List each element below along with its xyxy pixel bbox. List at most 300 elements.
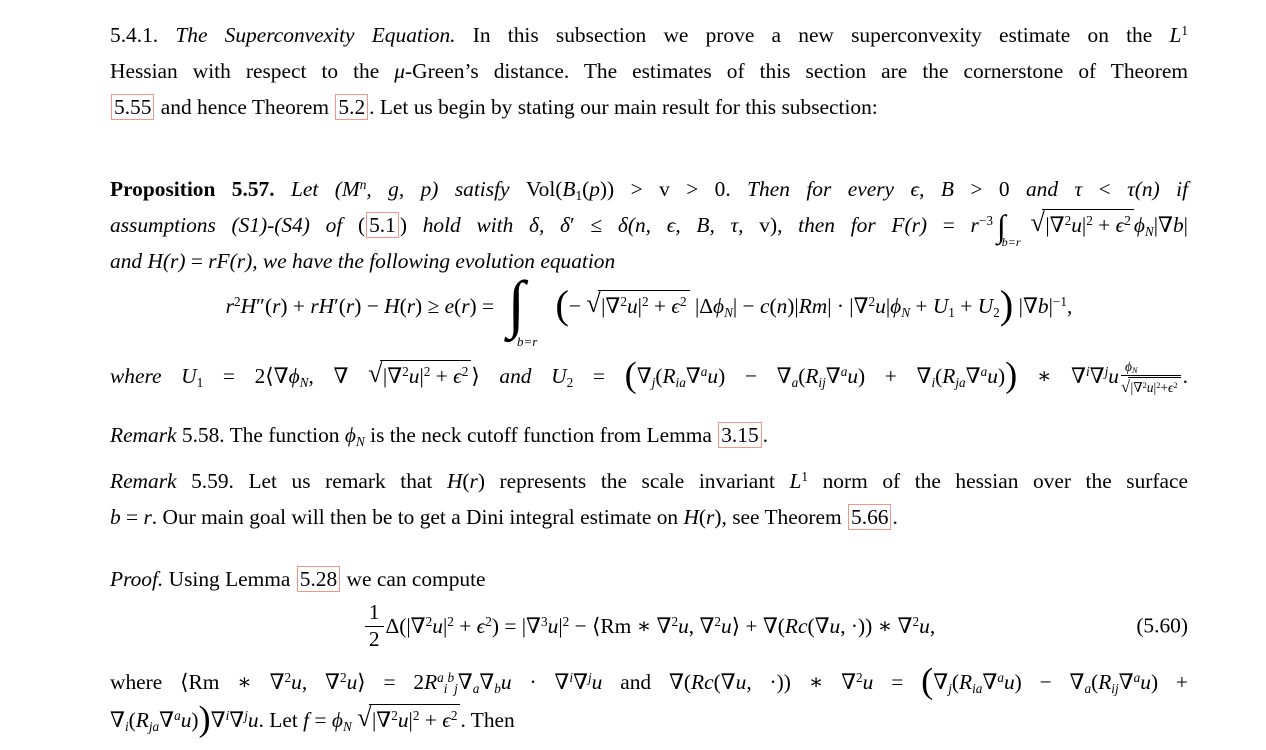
integral-lower-limit: b=r <box>516 333 538 349</box>
text-run: Δ(|∇ <box>385 614 426 638</box>
text-run: R <box>805 364 819 388</box>
text-run: ia <box>675 374 686 390</box>
text-run: 2 <box>412 708 420 724</box>
text-run: , <box>929 614 936 638</box>
text-run: 1 <box>1181 23 1188 39</box>
text-run: Proof. <box>110 567 164 591</box>
text-run: u <box>626 294 638 318</box>
text-run: u <box>1140 670 1151 694</box>
text-run: τ <box>1074 177 1099 201</box>
text-run: . Let <box>258 708 304 732</box>
text-run: ) <box>714 505 722 529</box>
text-run: N <box>724 304 733 320</box>
text-line <box>110 417 1188 453</box>
text-line <box>110 89 1188 125</box>
text-run: , <box>1067 294 1073 318</box>
text-run: 2 <box>450 708 458 724</box>
text-run: = <box>120 505 144 529</box>
text-line <box>110 499 1188 535</box>
text-line <box>110 263 1188 349</box>
text-run: ) − ∇ <box>718 364 792 388</box>
text-run: 2 <box>284 670 292 686</box>
text-run: , ∇ <box>301 670 340 694</box>
text-run: rH <box>310 294 335 318</box>
text-run: r <box>143 505 152 529</box>
text-run: Using Lemma <box>163 567 296 591</box>
text-run: | <box>1048 294 1053 318</box>
text-run: ϕ <box>712 294 725 318</box>
text-run: a <box>472 680 480 696</box>
rm-expansion-paragraph <box>110 660 1188 739</box>
fraction <box>1121 359 1181 396</box>
radical-sign-icon: √ <box>586 289 601 319</box>
text-run: ∇ <box>1118 670 1134 694</box>
text-run: ∇ <box>229 708 245 732</box>
text-run: ) − <box>354 294 385 318</box>
text-run: -Green’s distance. The estimates of this section are the cornerstone of Theorem <box>405 59 1188 83</box>
text-run: and <box>110 249 148 273</box>
text-run: . <box>1182 364 1188 388</box>
text-run: H <box>384 294 400 318</box>
text-run: Rc <box>691 670 714 694</box>
text-run: ( <box>264 294 273 318</box>
radicand <box>1042 209 1133 237</box>
text-run: + <box>954 294 978 318</box>
text-run: ja <box>955 374 966 390</box>
text-run: | <box>558 614 563 638</box>
text-run: and <box>1025 177 1075 201</box>
text-run: ( <box>935 364 943 388</box>
text-run: |∇ <box>382 364 403 388</box>
text-run: Let us remark that <box>233 469 447 493</box>
text-run: u <box>1071 213 1082 237</box>
text-run: ( <box>655 364 663 388</box>
text-run: 1 <box>575 187 583 203</box>
text-run: if <box>1176 177 1189 201</box>
text-run: 2 <box>423 364 431 380</box>
text-run: satisfy <box>454 177 526 201</box>
text-run: (∇ <box>713 670 736 694</box>
text-run: R <box>135 708 149 732</box>
text-run: 2 <box>391 708 398 724</box>
text-run: , ·)) ∗ ∇ <box>840 614 913 638</box>
text-run: ∇ <box>573 670 588 694</box>
text-run: u <box>721 614 732 638</box>
text-run: r <box>272 294 281 318</box>
text-run: )| <box>787 294 799 318</box>
text-run: B <box>562 177 576 201</box>
text-run: Hessian with respect to the <box>110 59 395 83</box>
text-run: |∇ <box>601 294 621 318</box>
integral-lower-limit: b=r <box>1001 234 1021 249</box>
sqrt-expression <box>586 289 689 319</box>
text-run: ) = <box>469 294 500 318</box>
text-run: u <box>247 708 259 732</box>
text-run: 3 <box>541 614 548 630</box>
text-run: ) + <box>280 294 311 318</box>
text-run: ( <box>798 364 806 388</box>
sqrt-expression <box>1030 208 1134 238</box>
text-run: hold with <box>422 213 530 237</box>
text-run: δ, δ <box>529 213 570 237</box>
fraction-numerator <box>365 601 384 627</box>
text-run: −1 <box>1052 294 1067 310</box>
text-run: , ∇ <box>688 614 715 638</box>
text-run: | <box>419 364 424 388</box>
text-run: a <box>700 364 708 380</box>
radical-sign-icon: √ <box>1030 208 1045 238</box>
text-run: . Then <box>460 708 515 732</box>
text-line <box>110 660 1188 701</box>
text-run: , g, p <box>366 177 432 201</box>
text-run: = <box>873 670 922 694</box>
text-run: ∇ <box>457 670 473 694</box>
text-run: = <box>573 364 625 388</box>
ref-lemma-3-15[interactable]: 3.15 <box>718 422 761 448</box>
equation-5-60 <box>110 597 1188 655</box>
text-run: R <box>1098 670 1112 694</box>
text-run: ja <box>148 718 160 734</box>
text-run: |∇ <box>1045 213 1065 237</box>
text-run: ϵ <box>453 364 462 388</box>
text-run: ) <box>997 364 1006 388</box>
text-run: ∇ <box>159 708 175 732</box>
text-run: b <box>494 680 501 696</box>
text-run: c <box>759 294 770 318</box>
text-run: | − <box>732 294 760 318</box>
text-run: 2 <box>1173 380 1178 390</box>
text-run: r <box>469 469 478 493</box>
text-run: then for <box>798 213 892 237</box>
text-run: 2 <box>368 626 380 651</box>
text-line <box>110 207 1188 249</box>
ref-section-5-1[interactable]: 5.1 <box>366 212 399 238</box>
text-run: 2 <box>562 614 570 630</box>
fraction-denominator <box>1121 376 1181 396</box>
text-run: ϵ <box>1115 213 1125 237</box>
text-run: u <box>987 364 998 388</box>
text-run: ϕ <box>344 423 356 447</box>
text-run: ( <box>399 294 407 318</box>
text-run: 2 <box>461 364 469 380</box>
text-run: ϵ <box>476 614 486 638</box>
text-run: u <box>500 670 512 694</box>
text-run: u <box>1108 364 1119 388</box>
text-run: ϕ <box>1124 358 1132 374</box>
text-run: 2 <box>1142 380 1147 390</box>
text-run: u <box>432 614 443 638</box>
text-run: . <box>762 423 769 447</box>
text-run: 1 <box>196 374 204 390</box>
text-run: a <box>997 670 1004 686</box>
text-run: a <box>840 364 848 380</box>
text-run: τ(n) <box>1127 177 1177 201</box>
fraction-denominator <box>365 627 384 652</box>
text-run: ϵ, B <box>910 177 971 201</box>
text-run: ′ <box>570 213 575 237</box>
text-run: |∇ <box>1130 379 1143 395</box>
subsection-intro-paragraph <box>110 17 1188 125</box>
text-run: 2 <box>1064 213 1072 229</box>
text-run: a <box>437 670 444 686</box>
text-run: ∇ <box>479 670 495 694</box>
text-run: ) + <box>1150 670 1188 694</box>
text-run: ⟩ + ∇( <box>731 614 785 638</box>
text-run: ϵ <box>442 708 451 732</box>
text-run: ) ≥ <box>415 294 445 318</box>
text-run: u <box>829 614 841 638</box>
text-run: 1 <box>801 469 809 485</box>
text-run: = 2⟨∇ <box>203 364 289 388</box>
text-run: 2 <box>566 374 574 390</box>
text-run: ( <box>454 294 462 318</box>
text-run: ′ <box>334 294 339 318</box>
radical-sign-icon: √ <box>1120 376 1131 396</box>
text-run: U <box>977 294 994 318</box>
text-run: R <box>424 670 438 694</box>
text-run: r <box>970 213 979 237</box>
text-run: ⟩ <box>471 364 500 388</box>
text-run: b <box>110 505 121 529</box>
remark-5-59 <box>110 463 1188 535</box>
radicand <box>369 704 460 732</box>
text-run: | <box>1183 213 1188 237</box>
text-run: u <box>346 670 358 694</box>
text-run: 5.59. <box>191 469 234 493</box>
text-run: Rc <box>784 614 808 638</box>
text-run: μ <box>394 59 406 83</box>
text-run: ( <box>921 660 934 701</box>
text-run: j <box>1104 364 1109 380</box>
text-run: . Our main goal will then be to get a Dini integral estimate on <box>151 505 684 529</box>
text-run: ) <box>198 698 211 739</box>
sqrt-expression <box>1120 376 1181 396</box>
text-run: < <box>1098 177 1128 201</box>
text-run: + <box>1160 379 1169 395</box>
where-u1-u2-line <box>110 349 1188 403</box>
text-line <box>110 53 1188 89</box>
text-run: ∇ <box>636 364 652 388</box>
fraction-numerator <box>1121 359 1181 376</box>
text-run: (M <box>334 177 360 201</box>
text-run: | <box>885 294 891 318</box>
text-run: norm of the hessian over the surface <box>808 469 1189 493</box>
text-run: ) = |∇ <box>491 614 541 638</box>
text-run: r <box>225 294 234 318</box>
text-run: R <box>942 364 956 388</box>
text-run: p <box>589 177 600 201</box>
text-run: ) + ∇ <box>858 364 932 388</box>
text-line <box>110 561 1188 597</box>
text-run: u <box>1003 670 1015 694</box>
text-run: 1 <box>948 304 955 320</box>
text-run: i <box>124 718 129 734</box>
text-run: N <box>299 374 309 390</box>
text-run: a <box>174 708 181 724</box>
ref-theorem-5-55[interactable]: 5.55 <box>111 94 154 120</box>
text-run: Rm <box>798 294 828 318</box>
ref-theorem-5-66[interactable]: 5.66 <box>848 504 891 530</box>
text-run: ∇ <box>685 364 701 388</box>
text-run: b <box>447 670 455 686</box>
text-run: r <box>345 294 355 318</box>
text-run: 2 <box>856 670 863 686</box>
text-run: ( <box>128 708 136 732</box>
text-run: |∇ <box>1153 213 1173 237</box>
text-run: r <box>406 294 416 318</box>
text-run: ∇ <box>1089 364 1105 388</box>
text-run: ) <box>191 708 199 732</box>
text-run: δ(n, ϵ, B, τ, <box>617 213 760 237</box>
text-run: ″ <box>256 294 265 318</box>
text-run: + <box>419 708 443 732</box>
text-run: = <box>314 708 332 732</box>
ref-lemma-5-28[interactable]: 5.28 <box>297 566 340 592</box>
text-run: ) <box>1005 354 1018 395</box>
text-run: n <box>776 294 788 318</box>
text-run: j <box>948 680 952 696</box>
text-run: F(r) <box>891 213 943 237</box>
text-run: u <box>875 294 886 318</box>
text-run: 2 <box>402 364 409 380</box>
text-run: we can compute <box>341 567 486 591</box>
text-run: |Δ <box>689 294 713 318</box>
text-run: 2 <box>1124 213 1131 229</box>
text-run: ⟩ = 2 <box>357 670 425 694</box>
text-run: f <box>303 708 315 732</box>
text-run: u <box>919 614 930 638</box>
text-run: Vol( <box>525 177 563 201</box>
text-run: Then for every <box>730 177 911 201</box>
evolution-equation <box>110 263 1188 349</box>
sqrt-expression <box>368 359 471 389</box>
text-run: 2 <box>993 304 1000 320</box>
ref-theorem-5-2[interactable]: 5.2 <box>335 94 368 120</box>
text-run: where ⟨Rm ∗ ∇ <box>110 670 285 694</box>
text-run: | <box>408 708 413 732</box>
text-line <box>110 463 1188 499</box>
text-run: u <box>735 670 747 694</box>
text-run: ϕ <box>890 294 902 318</box>
text-run: e <box>444 294 455 318</box>
text-run: ∇ <box>965 364 981 388</box>
text-run: 2 <box>1086 213 1093 229</box>
radicand <box>598 290 689 318</box>
radicand <box>1128 377 1181 396</box>
text-run: > 0 <box>970 177 1026 201</box>
text-run: , ∇ <box>308 364 369 388</box>
text-run: − ⟨Rm ∗ ∇ <box>569 614 672 638</box>
text-line <box>110 171 1188 207</box>
text-run: ∇ <box>825 364 841 388</box>
text-run: b <box>1037 294 1049 318</box>
text-run: N <box>901 304 911 320</box>
text-run: 2 <box>620 294 627 310</box>
text-run: u <box>408 364 420 388</box>
text-run: N <box>342 718 352 734</box>
text-run: 2 <box>339 670 347 686</box>
text-run: . Let us begin by stating our main result for this subsection: <box>369 95 878 119</box>
text-run: ≤ <box>574 213 618 237</box>
text-run: + <box>430 364 454 388</box>
text-run: + <box>648 294 672 318</box>
text-run: = <box>190 249 209 273</box>
text-run: | · |∇ <box>827 294 869 318</box>
text-run: U <box>181 364 197 388</box>
text-run: j <box>587 670 592 686</box>
integral: $\int_{b=r}$ <box>996 207 1021 249</box>
text-run: ϵ <box>1168 379 1174 395</box>
text-run: )) > v > 0. <box>599 177 731 201</box>
text-run: u <box>862 670 874 694</box>
text-run: 2 <box>714 614 722 630</box>
text-run: Remark <box>110 423 182 447</box>
text-run: ϕ <box>1133 213 1145 237</box>
text-run: H <box>240 294 257 318</box>
text-run: we have the following evolution equation <box>262 249 616 273</box>
text-run: = <box>942 213 971 237</box>
text-run: rF(r), <box>208 249 263 273</box>
text-run: u <box>591 670 603 694</box>
text-run: Let <box>274 177 335 201</box>
text-run: L <box>789 469 802 493</box>
text-run: where <box>110 364 182 388</box>
text-run: 2 <box>912 614 920 630</box>
text-run: ) <box>999 281 1014 327</box>
text-run: The Superconvexity Equation. <box>175 23 456 47</box>
text-run: | <box>637 294 642 318</box>
text-run: + <box>910 294 933 318</box>
text-run: L <box>1169 23 1182 47</box>
text-run: r <box>461 294 470 318</box>
text-run: u <box>180 708 192 732</box>
text-run: u <box>678 614 689 638</box>
text-run: u <box>1146 379 1154 395</box>
text-run: a <box>1133 670 1141 686</box>
text-run: ϵ <box>671 294 680 318</box>
text-run: j <box>651 374 656 390</box>
text-run: , ·)) ∗ ∇ <box>746 670 857 694</box>
text-run: 2 <box>447 614 454 630</box>
text-run: Remark <box>110 469 192 493</box>
text-run: . <box>892 505 898 529</box>
text-run: | <box>442 614 448 638</box>
text-run: ) <box>431 177 455 201</box>
text-run: ∇ <box>110 708 125 732</box>
text-run: ( <box>624 354 637 395</box>
text-run: v), <box>759 213 799 237</box>
text-run: ( <box>462 469 470 493</box>
text-run: U <box>932 294 949 318</box>
text-run: a <box>1084 680 1092 696</box>
text-run: i <box>931 374 936 390</box>
equation-tag: (5.60) <box>1136 613 1188 638</box>
text-run: and hence Theorem <box>155 95 335 119</box>
text-run: ( <box>698 505 707 529</box>
text-run: 2 <box>233 294 241 310</box>
text-run: H <box>683 505 699 529</box>
text-run: n <box>359 177 367 193</box>
text-run: H <box>446 469 463 493</box>
text-run: ( <box>555 281 569 327</box>
text-run: ϕ <box>288 364 300 388</box>
text-run: r <box>706 505 715 529</box>
text-run: is the neck cutoff function from Lemma <box>364 423 718 447</box>
text-run: ∇ <box>982 670 998 694</box>
text-run: ) <box>399 213 423 237</box>
text-run: represents the scale invariant <box>484 469 790 493</box>
radical-sign-icon: √ <box>368 359 383 389</box>
